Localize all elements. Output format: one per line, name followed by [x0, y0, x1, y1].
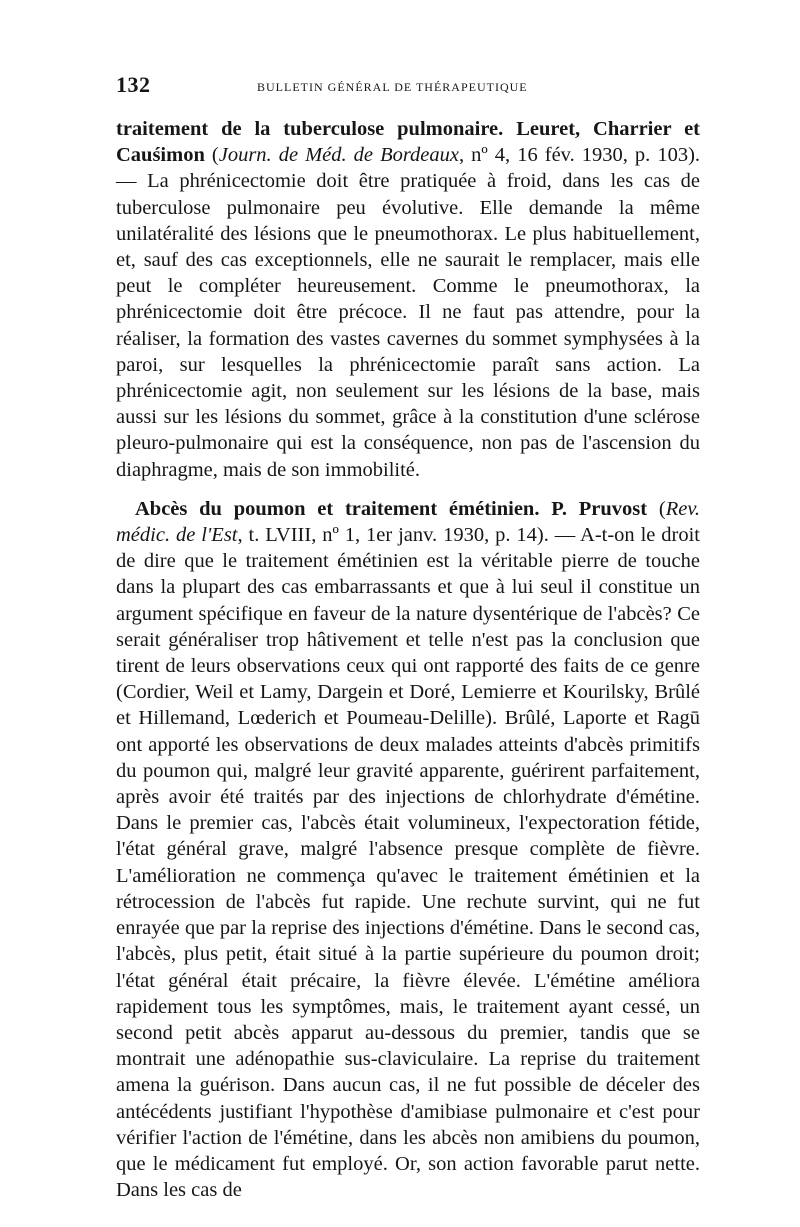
reference-open: (	[658, 497, 666, 520]
article-body: La phrénicectomie doit être pratiquée à froid, dans les cas de tuberculose pulmonaire peu évolutive. Elle demande la même unilatéralité des lésions que le pneumothorax. Le plus habituellement, et, sauf des cas exceptionnels, elle ne saurait le remplacer, mais elle peut le compléter heureusement. Comme le pneumothorax, la phrénicectomie doit être précoce. Il ne faut pas attendre, pour la réaliser, la formation des vastes cavernes du sommet symphysées à la paroi, sur lesquelles la phrénicectomie paraît sans action. La phrénicectomie agit, non seulement sur les lésions de la base, mais aussi sur les lésions du sommet, grâce à la constitution d'une sclérose pleuro-pulmonaire qui est la conséquence, non pas de l'ascension du diaphragme, mais de son immobilité.	[116, 170, 700, 481]
article-authors: Leuret, Charrier et Cauśimon	[116, 118, 701, 167]
article-body: A-t-on le droit de dire que le traitement émétinien est la véritable pierre de touche dans la plupart des cas embarrassants et que à lui seul il constitue un argument spécifique en faveur de la nature dysentérique de l'abcès? Ce serait généraliser trop hâtivement et telle n'est pas la conclusion que tirent de leurs observations ceux qui ont rapporté des faits de ce genre (Cordier, Weil et Lamy, Dargein et Doré, Lemierre et Kourilsky, Brûlé et Hillemand, Lœderich et Poumeau-Delille). Brûlé, Laporte et Ragū ont apporté les observations de deux malades atteints d'abcès primitifs du poumon qui, malgré leur gravité apparente, guérirent parfaitement, après avoir été traités par des injections de chlorhydrate d'émétine. Dans le premier cas, l'abcès était volumineux, l'expectoration fétide, l'état général grave, malgré l'absence presque complète de fièvre. L'amélioration ne commença qu'avec le traitement émétinien et la rétrocession de l'abcès fut rapide. Une rechute survint, qui ne fut enrayée que par la reprise des injections d'émétine. Dans le second cas, l'abcès, plus petit, était situé à la partie supérieure du poumon droit; l'état général était précaire, la fièvre élevée. L'émétine améliora rapidement tous les symptômes, mais, le traitement ayant cessé, un second petit abcès apparut au-dessous du premier, tandis que se montrait une adénopathie sus-claviculaire. La reprise du traitement amena la guérison. Dans aucun cas, il ne fut possible de déceler des antécédents justifiant l'hypothèse d'amibiase pulmonaire et c'est pour vérifier l'action de l'émétine, dans les abcès non amibiens du poumon, que le médicament fut employé. Or, son action favorable parut nette. Dans les cas de	[116, 524, 701, 1202]
journal-name: Rev. médic. de l'Est	[116, 497, 701, 547]
reference-open: (	[211, 144, 219, 167]
article-authors: P. Pruvost	[551, 497, 648, 520]
article-entry	[116, 496, 700, 1203]
page-number: 132	[116, 72, 151, 97]
reference-details: , nº 4, 16 fév. 1930, p. 103). —	[116, 144, 701, 193]
journal-name: Journ. de Méd. de Bordeaux	[218, 144, 460, 167]
article-title: Abcès du poumon et traitement émétinien.	[135, 497, 540, 520]
article-entry	[116, 116, 700, 483]
running-title: BULLETIN GÉNÉRAL DE THÉRAPEUTIQUE	[257, 80, 528, 94]
book-page	[116, 72, 700, 1203]
reference-details: , t. LVIII, nº 1, 1er janv. 1930, p. 14). —	[237, 524, 576, 547]
article-title: traitement de la tuberculose pulmonaire.	[116, 118, 504, 140]
page-header	[116, 72, 700, 98]
